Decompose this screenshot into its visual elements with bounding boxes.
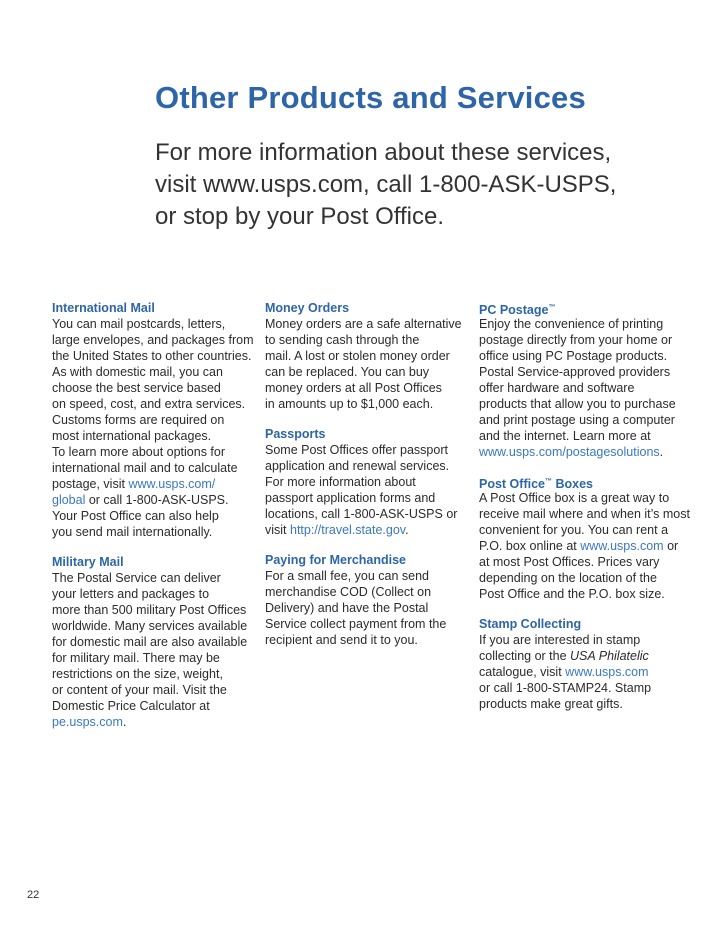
- body-line: choose the best service based: [52, 381, 221, 395]
- section-heading: Military Mail: [52, 555, 124, 569]
- pe-usps-link[interactable]: pe.usps.com: [52, 715, 123, 729]
- section-stamp-collecting: [479, 616, 709, 712]
- body-text: P.O. box online at: [479, 539, 581, 553]
- body-line: or call 1-800-STAMP24. Stamp: [479, 681, 652, 695]
- heading-text: Post Office: [479, 477, 545, 492]
- body-line: most international packages.: [52, 429, 212, 443]
- body-line: locations, call 1-800-ASK-USPS or: [265, 507, 458, 521]
- body-line: to sending cash through the: [265, 333, 420, 347]
- section-po-boxes: [479, 474, 709, 602]
- body-line: you send mail internationally.: [52, 525, 213, 539]
- body-line: offer hardware and software: [479, 381, 635, 395]
- intro-text: [155, 137, 695, 233]
- body-line: To learn more about options for: [52, 445, 226, 459]
- body-line: large envelopes, and packages from: [52, 333, 254, 347]
- body-line: Some Post Offices offer passport: [265, 443, 448, 457]
- section-pc-postage: [479, 300, 709, 460]
- section-heading: Paying for Merchandise: [265, 553, 407, 567]
- body-text: visit: [265, 523, 290, 537]
- body-line: money orders at all Post Offices: [265, 381, 442, 395]
- body-line: receive mail where and when it’s most: [479, 507, 690, 521]
- body-line: and print postage using a computer: [479, 413, 675, 427]
- body-line: Post Office and the P.O. box size.: [479, 587, 665, 601]
- section-international-mail: [52, 300, 252, 540]
- body-line: on speed, cost, and extra services.: [52, 397, 246, 411]
- heading-text: PC Postage: [479, 303, 549, 318]
- body-line: [52, 492, 252, 508]
- body-line: For a small fee, you can send: [265, 569, 429, 583]
- body-line: If you are interested in stamp: [479, 633, 641, 647]
- catalogue-title: USA Philatelic: [570, 649, 649, 663]
- body-line: for military mail. There may be: [52, 651, 220, 665]
- body-line: more than 500 military Post Offices: [52, 603, 247, 617]
- body-text: or call 1-800-ASK-USPS.: [85, 493, 229, 507]
- intro-line: or stop by your Post Office.: [155, 203, 445, 230]
- body-line: A Post Office box is a great way to: [479, 491, 670, 505]
- body-line: application and renewal services.: [265, 459, 450, 473]
- column-right: [479, 300, 709, 726]
- body-line: convenient for you. You can rent a: [479, 523, 669, 537]
- body-line: passport application forms and: [265, 491, 436, 505]
- body-line: [479, 444, 709, 460]
- body-line: office using PC Postage products.: [479, 349, 668, 363]
- body-line: [52, 476, 252, 492]
- body-text: collecting or the: [479, 649, 571, 663]
- trademark-mark: ™: [548, 304, 556, 311]
- body-line: postage directly from your home or: [479, 333, 673, 347]
- section-passports: [265, 426, 465, 538]
- body-line: the United States to other countries.: [52, 349, 252, 363]
- body-text: or: [663, 539, 679, 553]
- section-heading: [479, 300, 709, 316]
- body-line: Domestic Price Calculator at: [52, 699, 210, 713]
- body-line: your letters and packages to: [52, 587, 210, 601]
- global-link[interactable]: www.usps.com/: [128, 477, 216, 491]
- body-line: for domestic mail are also available: [52, 635, 248, 649]
- usps-link[interactable]: www.usps.com: [580, 539, 664, 553]
- section-money-orders: [265, 300, 465, 412]
- body-line: or content of your mail. Visit the: [52, 683, 227, 697]
- body-line: recipient and send it to you.: [265, 633, 418, 647]
- body-line: Postal Service-approved providers: [479, 365, 671, 379]
- section-heading: Stamp Collecting: [479, 617, 582, 631]
- global-link-continued[interactable]: global: [52, 493, 86, 507]
- body-text: .: [659, 445, 664, 459]
- body-line: [265, 522, 465, 538]
- body-line: The Postal Service can deliver: [52, 571, 221, 585]
- intro-line: visit www.usps.com, call 1-800-ASK-USPS,: [155, 171, 617, 198]
- section-heading: [479, 474, 709, 490]
- section-heading: International Mail: [52, 301, 155, 315]
- body-line: products make great gifts.: [479, 697, 623, 711]
- body-line: restrictions on the size, weight,: [52, 667, 223, 681]
- body-line: products that allow you to purchase: [479, 397, 676, 411]
- body-line: merchandise COD (Collect on: [265, 585, 432, 599]
- trademark-mark: ™: [545, 478, 552, 485]
- body-line: at most Post Offices. Prices vary: [479, 555, 660, 569]
- travel-state-gov-link[interactable]: http://travel.state.gov: [290, 523, 406, 537]
- body-line: As with domestic mail, you can: [52, 365, 223, 379]
- body-line: Customs forms are required on: [52, 413, 225, 427]
- body-line: Money orders are a safe alternative: [265, 317, 462, 331]
- body-text: .: [405, 523, 409, 537]
- body-text: postage, visit: [52, 477, 129, 491]
- section-heading: Passports: [265, 427, 326, 441]
- heading-text: Boxes: [552, 477, 593, 492]
- body-line: worldwide. Many services available: [52, 619, 248, 633]
- body-line: Your Post Office can also help: [52, 509, 219, 523]
- body-line: Delivery) and have the Postal: [265, 601, 429, 615]
- body-line: [479, 538, 709, 554]
- body-line: and the internet. Learn more at: [479, 429, 651, 443]
- body-line: mail. A lost or stolen money order: [265, 349, 450, 363]
- body-line: in amounts up to $1,000 each.: [265, 397, 434, 411]
- section-heading: Money Orders: [265, 301, 350, 315]
- intro-line: For more information about these services,: [155, 139, 612, 166]
- page-title: Other Products and Services: [155, 80, 586, 115]
- body-line: international mail and to calculate: [52, 461, 238, 475]
- body-line: For more information about: [265, 475, 416, 489]
- body-line: Service collect payment from the: [265, 617, 447, 631]
- body-line: depending on the location of the: [479, 571, 657, 585]
- body-line: [479, 648, 709, 664]
- body-text: catalogue, visit: [479, 665, 566, 679]
- body-line: [52, 714, 252, 730]
- body-line: Enjoy the convenience of printing: [479, 317, 664, 331]
- body-line: You can mail postcards, letters,: [52, 317, 226, 331]
- column-left: [52, 300, 252, 744]
- body-text: .: [122, 715, 127, 729]
- section-paying-for-merchandise: [265, 552, 465, 648]
- section-military-mail: [52, 554, 252, 730]
- usps-link[interactable]: www.usps.com: [565, 665, 649, 679]
- postagesolutions-link[interactable]: www.usps.com/postagesolutions: [479, 445, 660, 459]
- body-line: can be replaced. You can buy: [265, 365, 430, 379]
- column-middle: [265, 300, 465, 662]
- body-line: [479, 664, 709, 680]
- page-number: 22: [27, 889, 40, 901]
